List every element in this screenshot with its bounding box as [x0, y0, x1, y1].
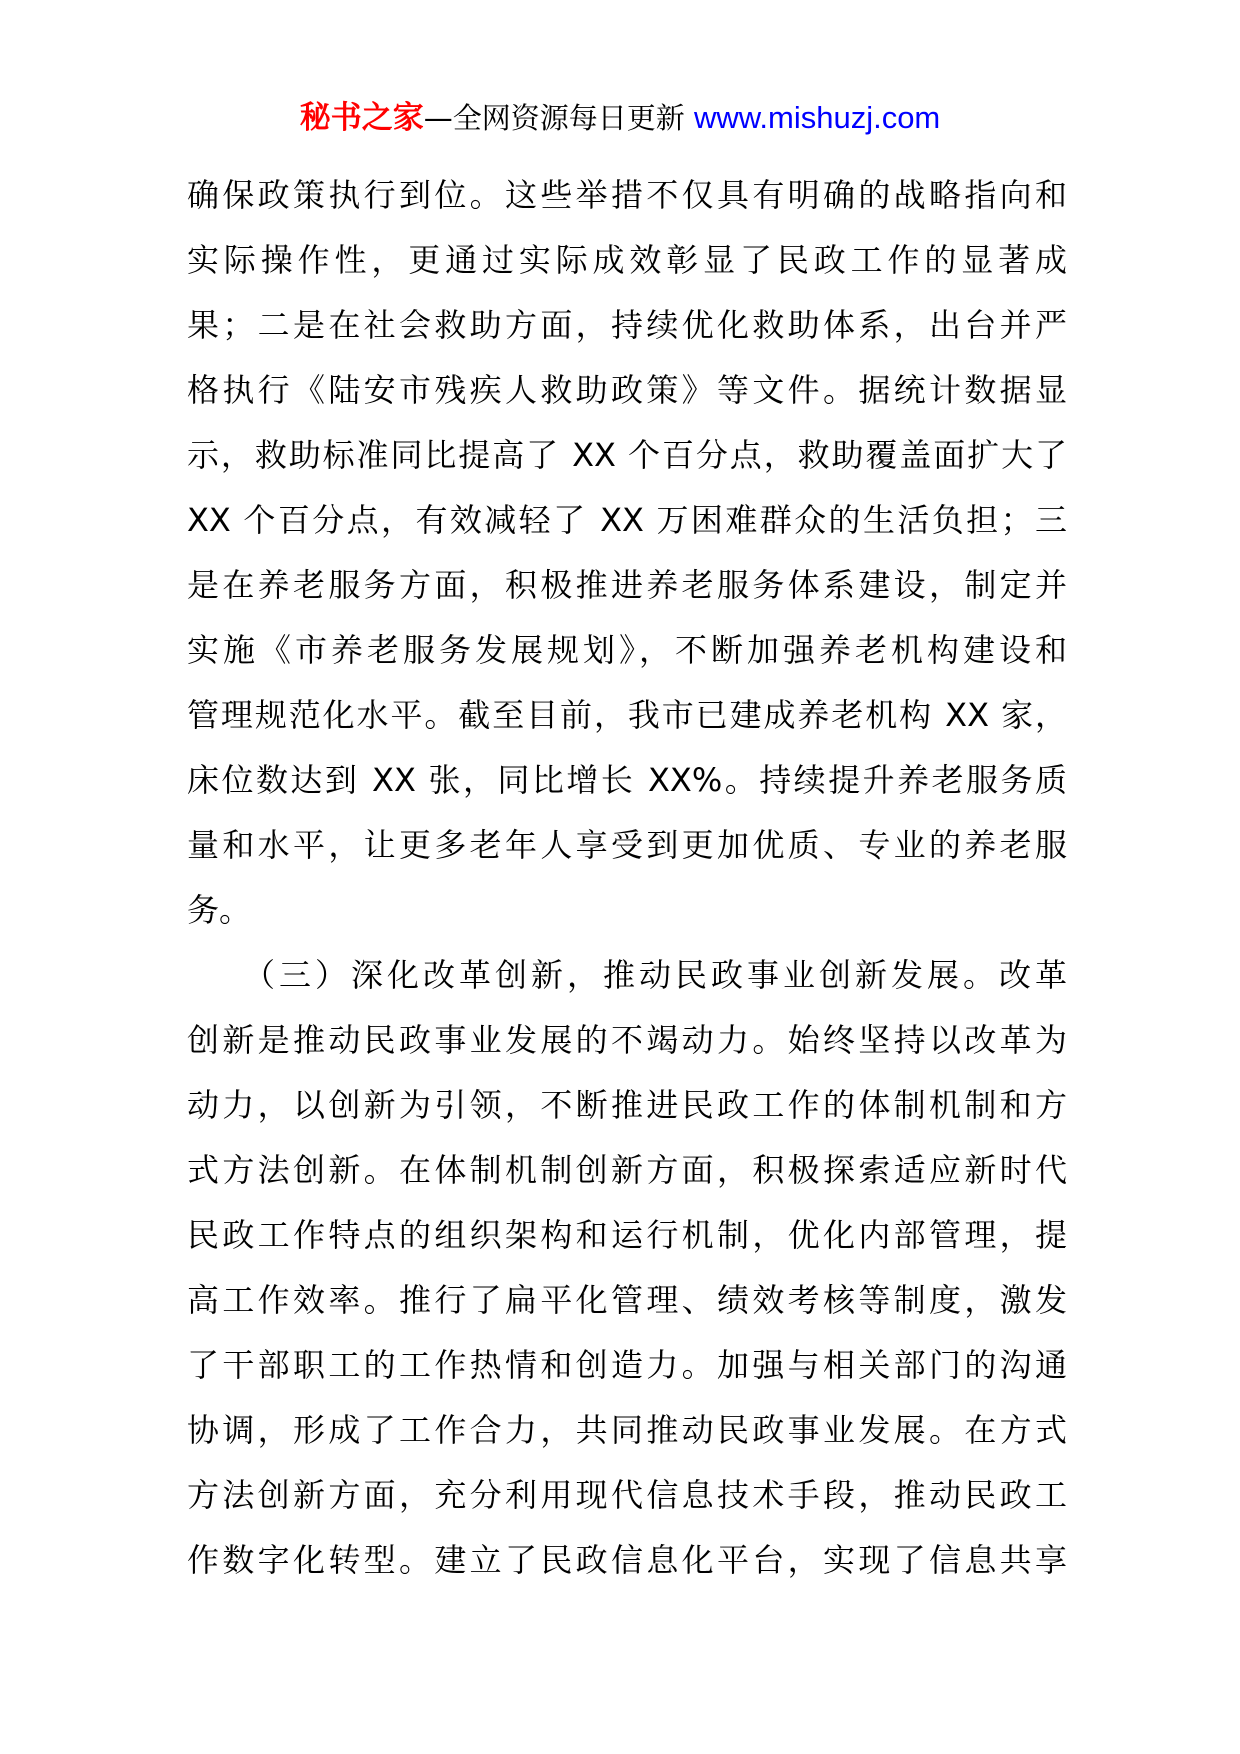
text-line: 高工作效率。推行了扁平化管理、绩效考核等制度，激发 [187, 1281, 1067, 1319]
text-line: 管理规范化水平。截至目前，我市已建成养老机构 XX 家， [187, 696, 1067, 734]
text-line: 创新是推动民政事业发展的不竭动力。始终坚持以改革为 [187, 1021, 1067, 1059]
document-body [187, 163, 1067, 1593]
site-header [0, 98, 1240, 138]
text-line: 床位数达到 XX 张，同比增长 XX%。持续提升养老服务质 [187, 761, 1067, 799]
section-heading-line: （三）深化改革创新，推动民政事业创新发展。改革 [187, 956, 1067, 994]
site-brand: 秘书之家 [299, 100, 424, 136]
text-line: 确保政策执行到位。这些举措不仅具有明确的战略指向和 [187, 176, 1067, 214]
site-url-link[interactable]: www.mishuzj.com [693, 100, 941, 135]
text-line: 量和水平，让更多老年人享受到更加优质、专业的养老服 [187, 826, 1067, 864]
text-line: 务。 [187, 891, 252, 929]
text-line: 了干部职工的工作热情和创造力。加强与相关部门的沟通 [187, 1346, 1067, 1384]
text-line: 协调，形成了工作合力，共同推动民政事业发展。在方式 [187, 1411, 1067, 1449]
text-line: 方法创新方面，充分利用现代信息技术手段，推动民政工 [187, 1476, 1067, 1514]
text-line: 实施《市养老服务发展规划》，不断加强养老机构建设和 [187, 631, 1067, 669]
text-line: 民政工作特点的组织架构和运行机制，优化内部管理，提 [187, 1216, 1067, 1254]
text-line: 式方法创新。在体制机制创新方面，积极探索适应新时代 [187, 1151, 1067, 1189]
text-line: 是在养老服务方面，积极推进养老服务体系建设，制定并 [187, 566, 1067, 604]
text-line: 格执行《陆安市残疾人救助政策》等文件。据统计数据显 [187, 371, 1067, 409]
text-line: 示，救助标准同比提高了 XX 个百分点，救助覆盖面扩大了 [187, 436, 1067, 474]
text-line: 作数字化转型。建立了民政信息化平台，实现了信息共享 [187, 1541, 1067, 1579]
text-line: XX 个百分点，有效减轻了 XX 万困难群众的生活负担；三 [187, 501, 1067, 539]
text-line: 果；二是在社会救助方面，持续优化救助体系，出台并严 [187, 306, 1067, 344]
text-line: 动力，以创新为引领，不断推进民政工作的体制机制和方 [187, 1086, 1067, 1124]
text-line: 实际操作性，更通过实际成效彰显了民政工作的显著成 [187, 241, 1067, 279]
site-tagline: —全网资源每日更新 [423, 101, 694, 135]
